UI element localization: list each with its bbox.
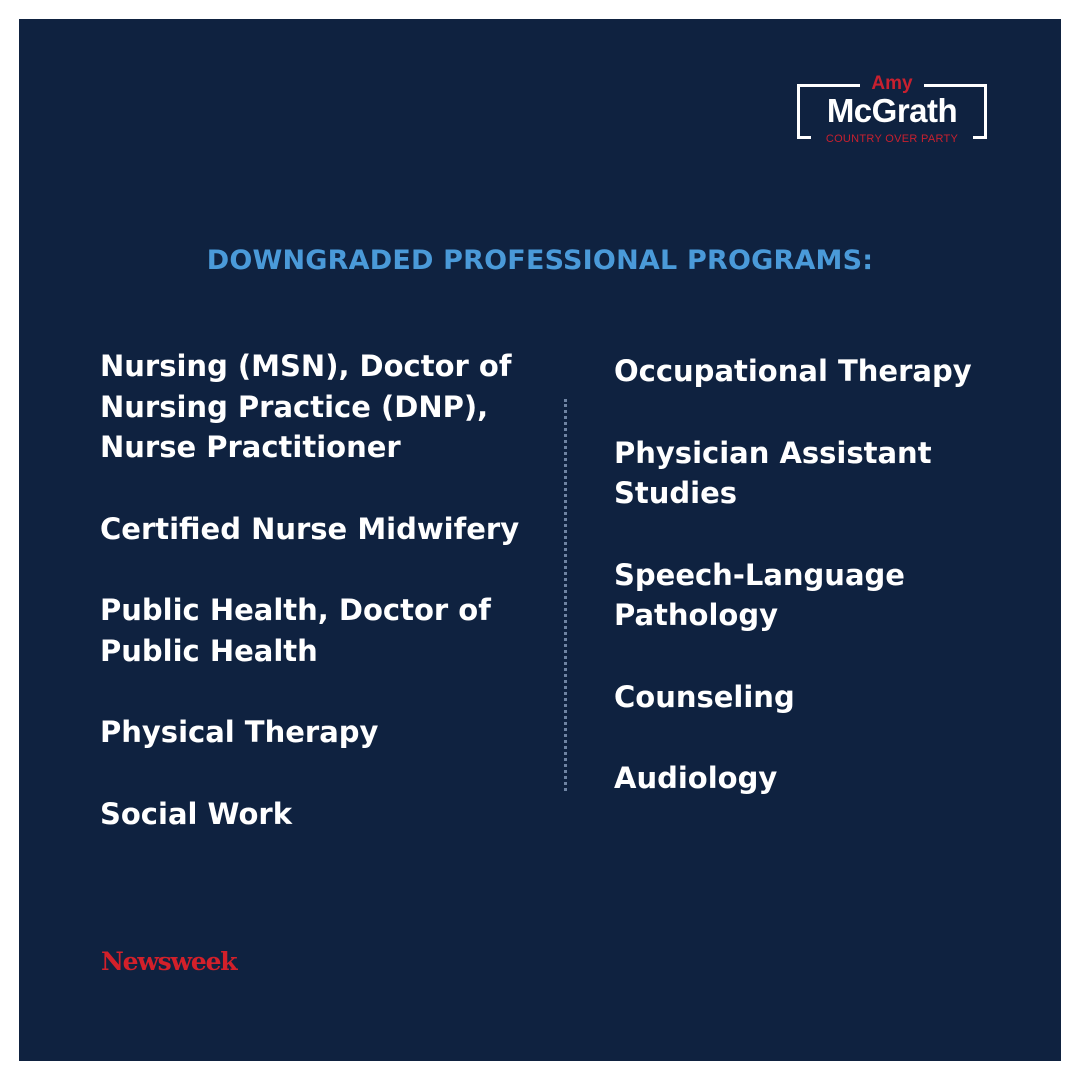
program-item: Counseling	[614, 679, 795, 714]
program-item: Audiology	[614, 761, 778, 795]
logo-tagline: COUNTRY OVER PARTY	[825, 133, 959, 145]
column-divider	[564, 399, 567, 791]
left-program-list	[100, 346, 560, 875]
source-logo: Newsweek	[101, 947, 237, 976]
right-program-list	[614, 351, 1054, 840]
logo-first-name: Amy	[871, 73, 913, 94]
program-item: Nursing (MSN), Doctor of Nursing Practice (DNP), Nurse Practitioner	[100, 349, 512, 464]
program-item: Occupational Therapy	[614, 354, 972, 388]
program-item: Physical Therapy	[100, 715, 379, 749]
program-item: Social Work	[100, 796, 293, 831]
program-item: Physician Assistant Studies	[614, 435, 932, 510]
program-item: Public Health, Doctor of Public Health	[100, 593, 491, 668]
page-title: DOWNGRADED PROFESSIONAL PROGRAMS:	[206, 245, 874, 276]
program-item: Certified Nurse Midwifery	[100, 511, 520, 546]
logo-last-name: McGrath	[826, 92, 958, 129]
campaign-logo	[797, 75, 987, 161]
program-item: Speech-Language Pathology	[614, 557, 905, 632]
graphic-card	[19, 19, 1061, 1061]
